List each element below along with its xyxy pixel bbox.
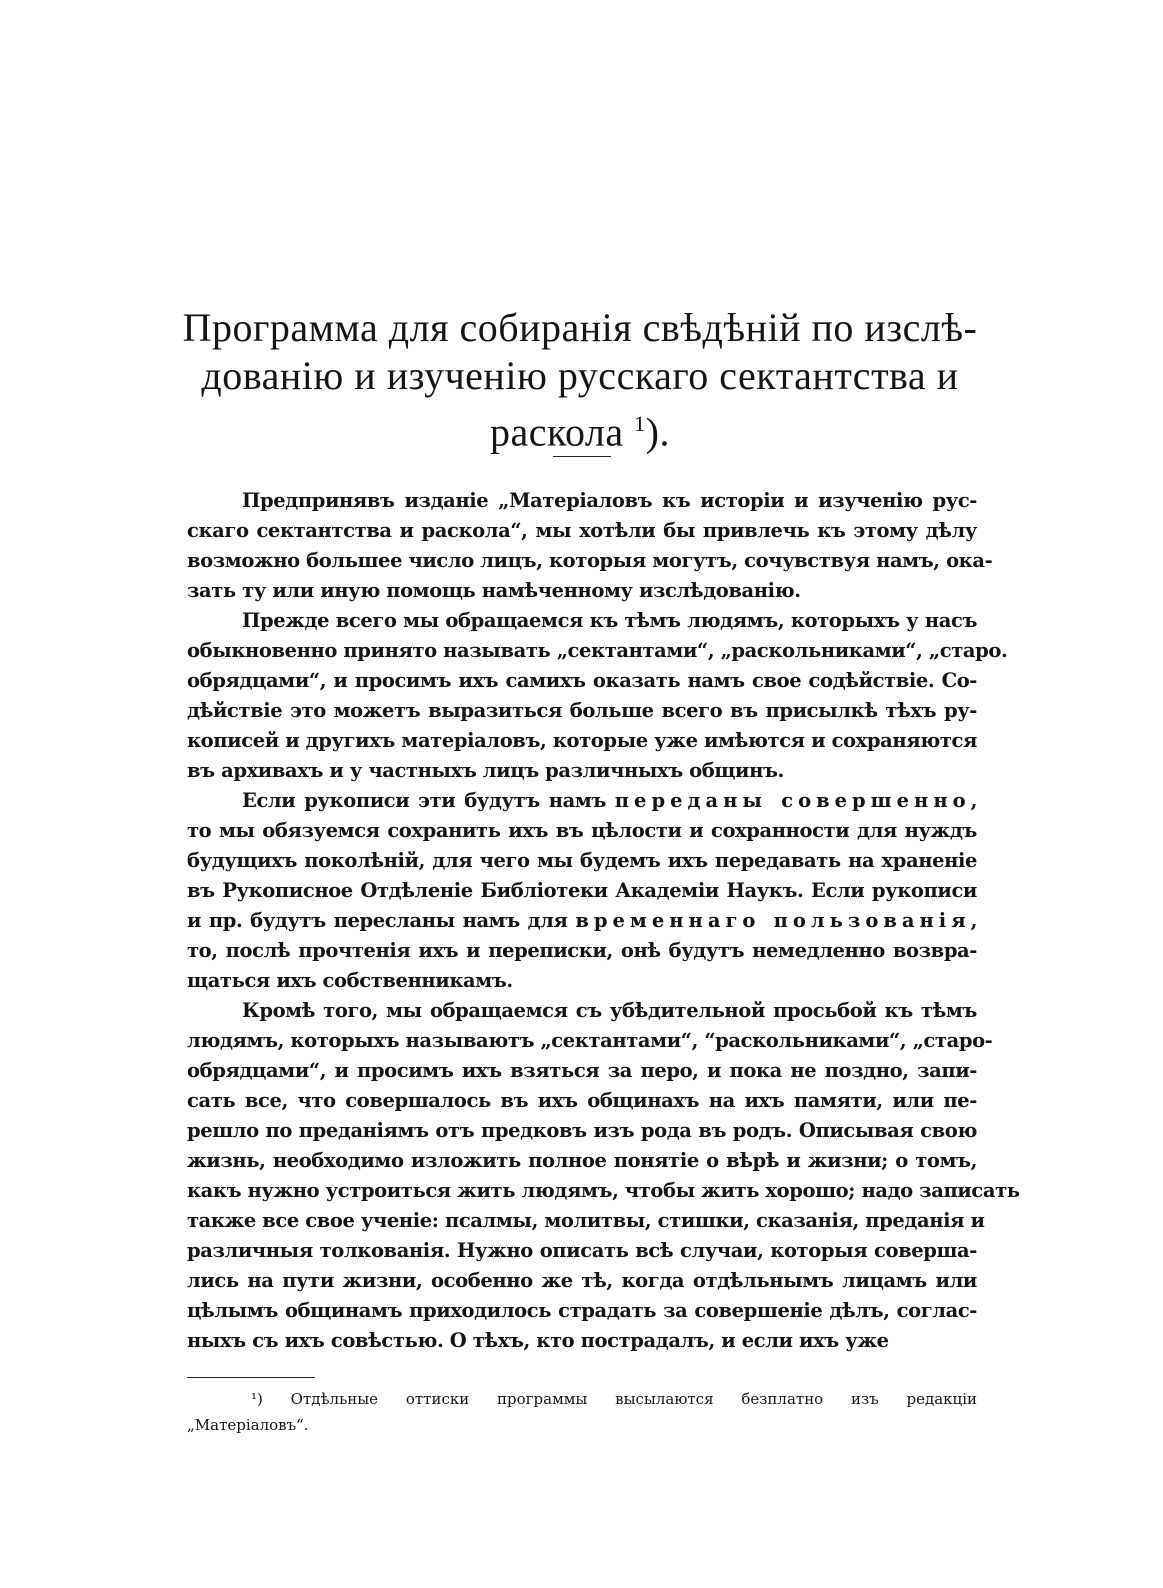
- emphasized-text: временнаго пользованія: [575, 909, 971, 932]
- text-line: [187, 966, 977, 996]
- text-run: то мы обязуемся сохранить ихъ въ цѣлости и сохранности для нуждъ: [187, 819, 977, 842]
- text-run: различныя толкованія. Нужно описать всѣ случаи, которыя соверша-: [187, 1239, 977, 1262]
- text-run: решло по преданіямъ отъ предковъ изъ рода въ родъ. Описывая свою: [187, 1119, 977, 1142]
- footnote-line: [187, 1386, 977, 1412]
- footnote: [187, 1386, 977, 1438]
- paragraph: [187, 606, 1008, 786]
- text-run: сать все, что совершалось въ ихъ общинахъ на ихъ памяти, или пе-: [187, 1089, 977, 1112]
- text-line: [187, 1026, 993, 1056]
- text-run: скаго сектантства и раскола“, мы хотѣли бы привлечь къ этому дѣлу: [187, 519, 977, 542]
- text-run: Прежде всего мы обращаемся къ тѣмъ людямъ, которыхъ у насъ: [242, 609, 977, 632]
- text-line: [187, 636, 1008, 666]
- text-line: [187, 936, 977, 966]
- title-divider: [553, 456, 611, 457]
- emphasized-text: переданы совершенно: [614, 789, 971, 812]
- document-body: [187, 486, 1020, 1356]
- text-run: то, послѣ прочтенія ихъ и переписки, онѣ будутъ немедленно возвра-: [187, 939, 977, 962]
- text-line: [187, 1296, 977, 1326]
- title-line: дованію и изученію русскаго сектантства и: [201, 353, 959, 398]
- footnote-text: Отдѣльные оттиски программы высылаются безплатно изъ редакціи: [290, 1390, 977, 1408]
- text-run: людямъ, которыхъ называютъ „сектантами“, “раскольниками“, „старо-: [187, 1029, 993, 1052]
- text-run: Предпринявъ изданіе „Матеріаловъ къ исторіи и изученію рус-: [242, 489, 977, 512]
- paragraph: [187, 996, 1020, 1356]
- footnote-line: „Матеріаловъ“.: [187, 1416, 309, 1434]
- text-line: [187, 1146, 977, 1176]
- text-run: щаться ихъ собственникамъ.: [187, 969, 513, 992]
- text-line: [187, 756, 977, 786]
- paragraph: [187, 786, 977, 996]
- title-line-last: [180, 400, 980, 456]
- text-run: обрядцами“, и просимъ ихъ самихъ оказать намъ свое содѣйствіе. Со-: [187, 669, 977, 692]
- text-run: ,: [970, 789, 977, 812]
- text-run: обыкновенно принято называть „сектантами“, „раскольниками“, „старо.: [187, 639, 1008, 662]
- text-line: [187, 1326, 977, 1356]
- text-line: [187, 846, 977, 876]
- text-line: [187, 726, 977, 756]
- text-run: ,: [970, 909, 977, 932]
- text-line: [187, 486, 977, 516]
- title-closing: ).: [645, 409, 670, 455]
- footnote-divider: [187, 1377, 315, 1378]
- text-run: Кромѣ того, мы обращаемся съ убѣдительной просьбой къ тѣмъ: [242, 999, 977, 1022]
- title-line: Программа для собиранія свѣдѣній по изслѣ-: [182, 305, 978, 350]
- text-line: [187, 1056, 977, 1086]
- text-run: кописей и другихъ матеріаловъ, которые уже имѣются и сохраняются: [187, 729, 977, 752]
- text-line: [187, 516, 977, 546]
- text-run: въ Рукописное Отдѣленіе Библіотеки Академіи Наукъ. Если рукописи: [187, 879, 977, 902]
- text-line: [187, 1086, 977, 1116]
- text-run: цѣлымъ общинамъ приходилось страдать за совершеніе дѣлъ, соглас-: [187, 1299, 977, 1322]
- text-line: [187, 1266, 977, 1296]
- text-line: [187, 606, 977, 636]
- text-run: ныхъ съ ихъ совѣстью. О тѣхъ, кто пострадалъ, и если ихъ уже: [187, 1329, 889, 1352]
- text-line: [187, 816, 977, 846]
- text-line: [187, 576, 977, 606]
- text-run: дѣйствіе это можетъ выразиться больше всего въ присылкѣ тѣхъ ру-: [187, 699, 977, 722]
- text-run: и пр. будутъ пересланы намъ для: [187, 909, 576, 932]
- paragraph: [187, 486, 993, 606]
- title-line-text: раскола: [490, 409, 624, 455]
- text-line: [187, 1236, 977, 1266]
- text-run: какъ нужно устроиться жить людямъ, чтобы жить хорошо; надо записать: [187, 1179, 1020, 1202]
- footnote-reference: 1: [634, 411, 646, 436]
- text-run: также все свое ученіе: псалмы, молитвы, стишки, сказанія, преданія и: [187, 1209, 985, 1232]
- text-line: [187, 696, 977, 726]
- text-line: [187, 906, 977, 936]
- text-run: Если рукописи эти будутъ намъ: [242, 789, 615, 812]
- text-run: обрядцами“, и просимъ ихъ взяться за перо, и пока не поздно, запи-: [187, 1059, 977, 1082]
- text-line: [187, 786, 977, 816]
- text-line: [187, 1116, 977, 1146]
- text-line: [187, 876, 977, 906]
- document-title: [180, 304, 980, 456]
- text-run: жизнь, необходимо изложить полное понятіе о вѣрѣ и жизни; о томъ,: [187, 1149, 977, 1172]
- text-line: [187, 1206, 985, 1236]
- text-run: зать ту или иную помощь намѣченному изслѣдованію.: [187, 579, 801, 602]
- text-run: возможно большее число лицъ, которыя могутъ, сочувствуя намъ, ока-: [187, 549, 993, 572]
- text-line: [187, 546, 993, 576]
- text-line: [187, 996, 977, 1026]
- text-run: въ архивахъ и у частныхъ лицъ различныхъ общинъ.: [187, 759, 784, 782]
- text-line: [187, 666, 977, 696]
- text-line: [187, 1176, 1020, 1206]
- text-run: будущихъ поколѣній, для чего мы будемъ ихъ передавать на храненіе: [187, 849, 977, 872]
- footnote-marker: ¹): [251, 1390, 263, 1408]
- text-run: лись на пути жизни, особенно же тѣ, когда отдѣльнымъ лицамъ или: [187, 1269, 977, 1292]
